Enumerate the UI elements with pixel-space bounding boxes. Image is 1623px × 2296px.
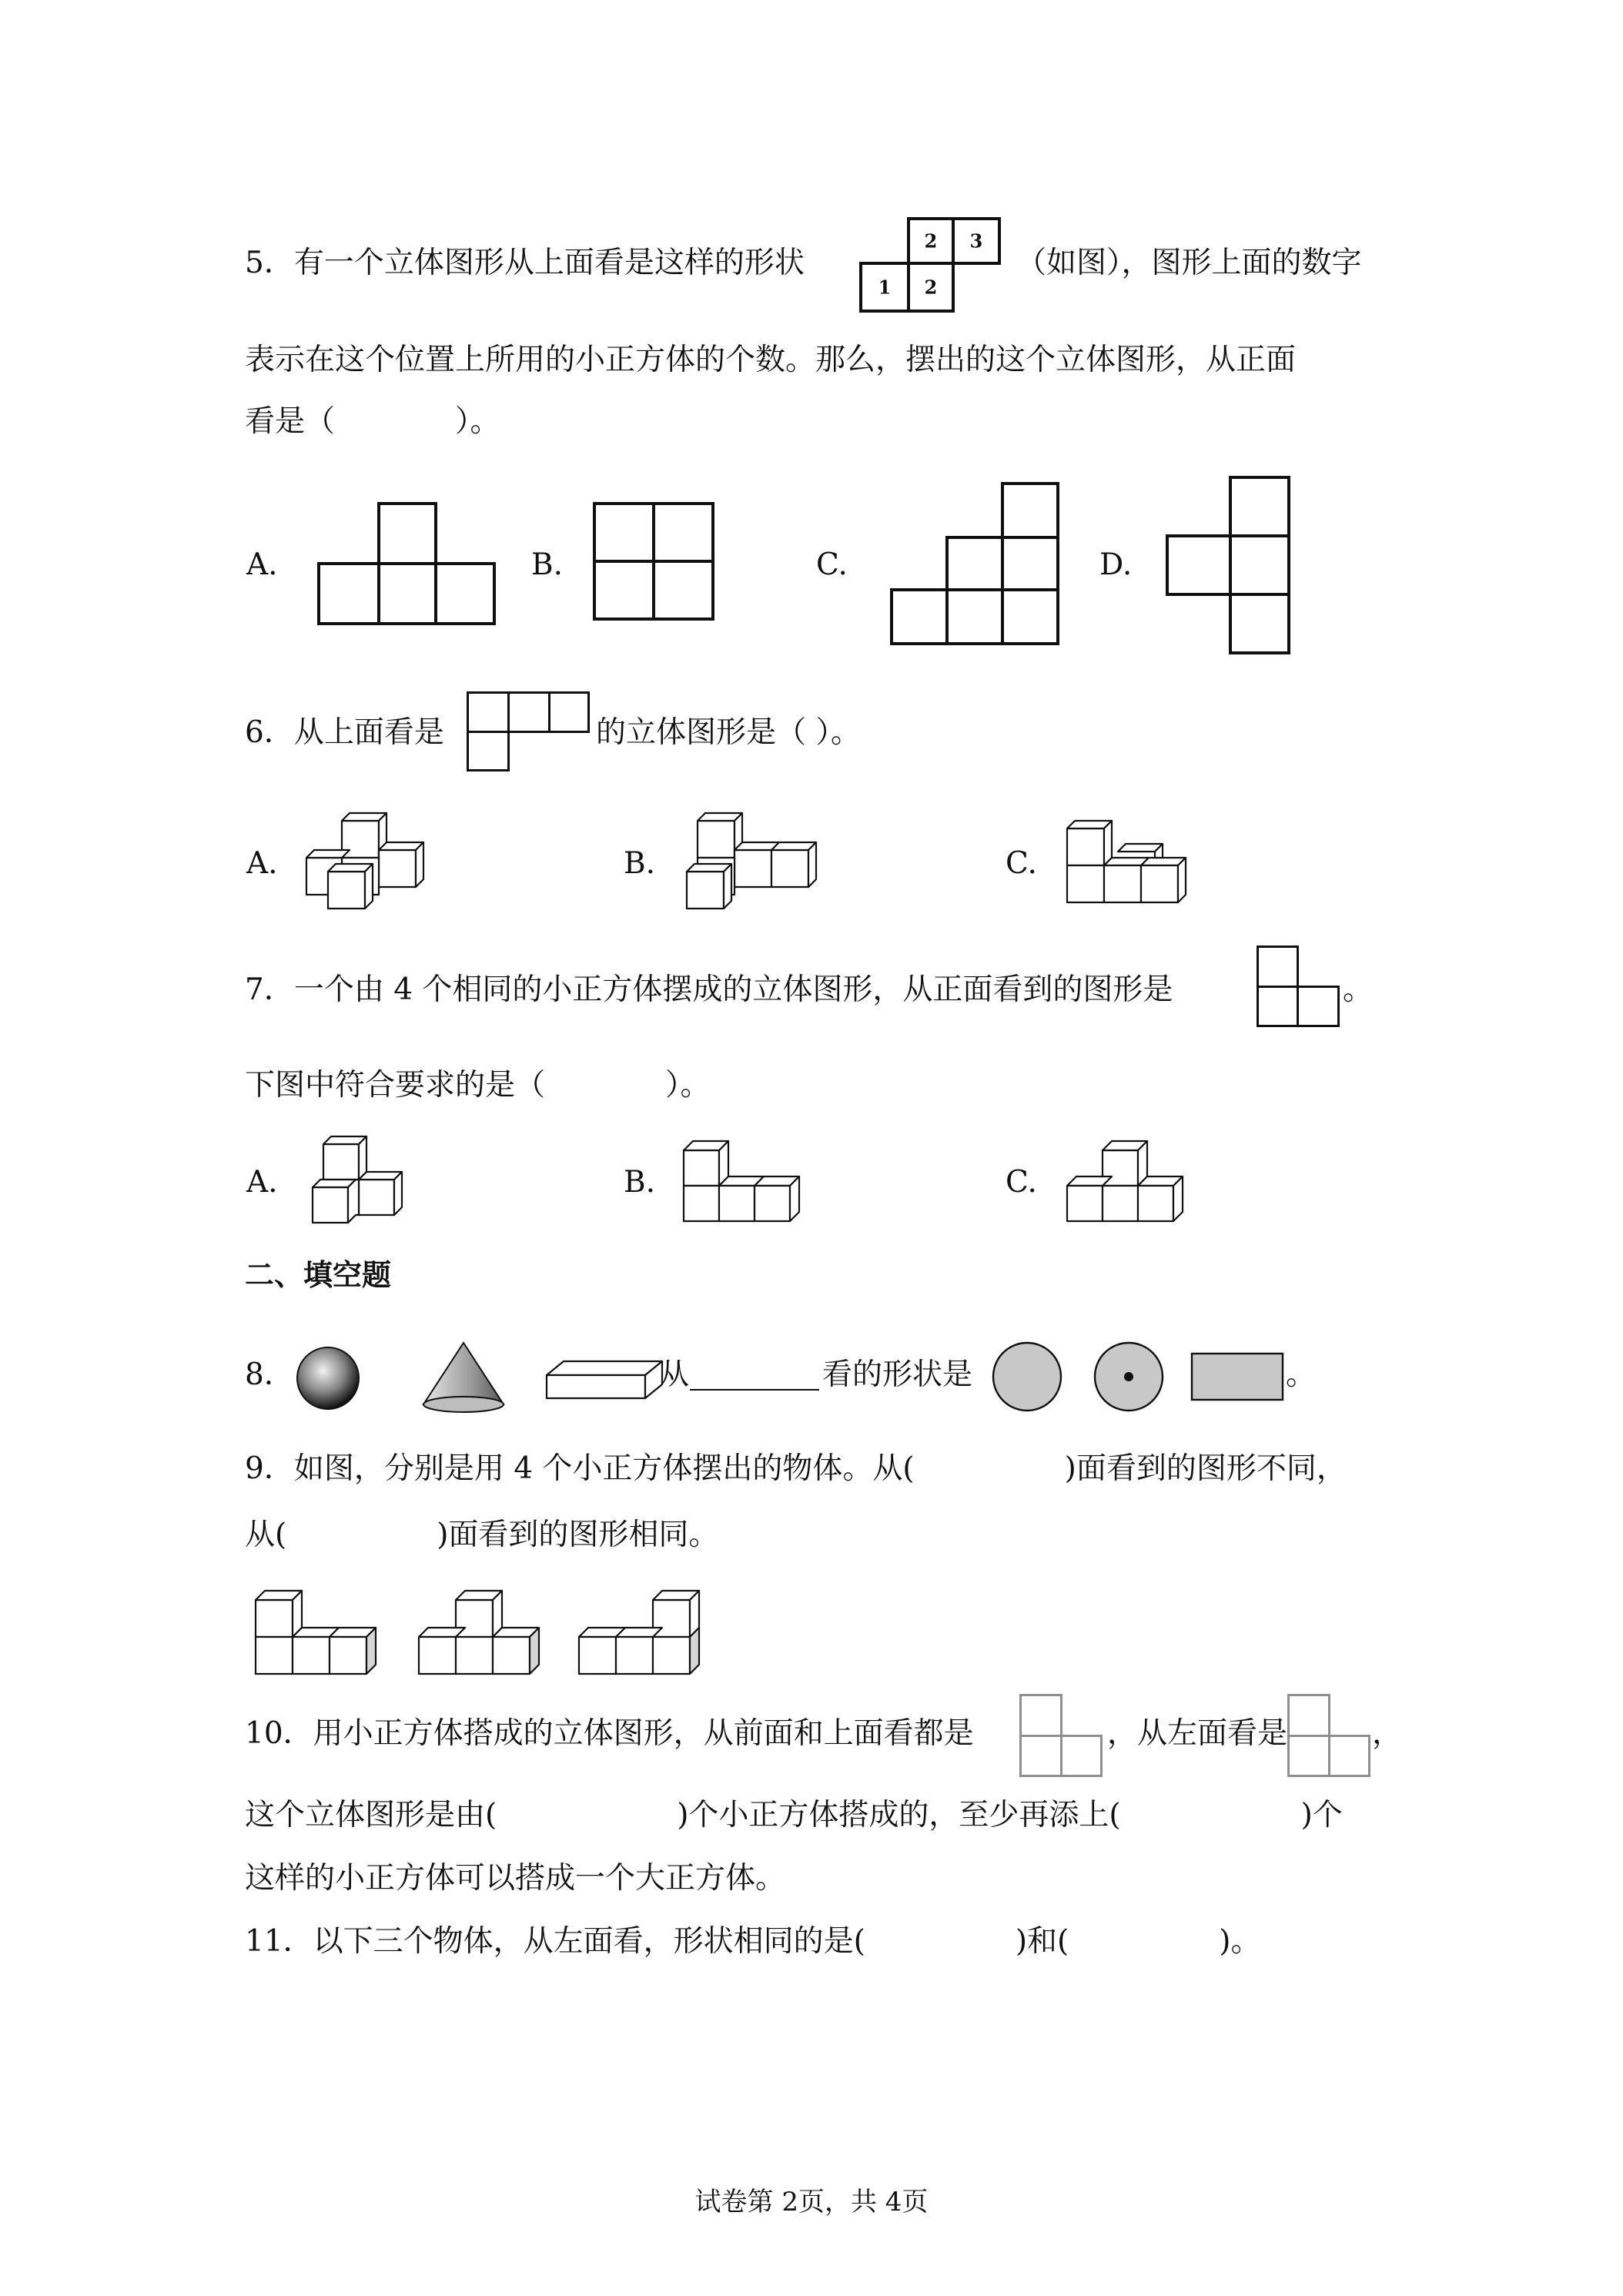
- q5-line1-suffix: （如图），图形上面的数字: [1016, 246, 1362, 280]
- q10-line1-c: ，: [1372, 1716, 1403, 1751]
- q10-line3: 这样的小正方体可以搭成一个大正方体。: [245, 1861, 786, 1896]
- q9-line1: 9．如图，分别是用 4 个小正方体摆出的物体。从( )面看到的图形不同，: [245, 1451, 1347, 1486]
- q8-number: 8．: [245, 1357, 294, 1392]
- q7-line1-suffix: 。: [1343, 972, 1374, 1007]
- q5-line2: 表示在这个位置上所用的小正方体的个数。那么，摆出的这个立体图形，从正面: [245, 343, 1297, 377]
- q5-grid-cell: [907, 262, 955, 313]
- q5-grid-cell: [907, 217, 955, 265]
- q7-line1-prefix: 7．一个由 4 个相同的小正方体摆成的立体图形，从正面看到的图形是: [245, 972, 1173, 1007]
- q10-line1-b: ，从左面看是: [1107, 1716, 1288, 1751]
- q5-option-a-label: A.: [246, 547, 278, 582]
- q9-line2: 从( )面看到的图形相同。: [245, 1518, 719, 1552]
- q5-grid-number: 3: [969, 229, 983, 253]
- q7-option-c-figure[interactable]: [1062, 1132, 1201, 1229]
- cone-icon: [423, 1343, 504, 1412]
- q6-option-b-label: B.: [624, 846, 656, 881]
- q6-top-view-grid: [467, 691, 590, 771]
- q5-option-c-figure[interactable]: [890, 482, 1059, 645]
- q8-shape-label: 看的形状是: [822, 1357, 973, 1392]
- q6-option-a-figure[interactable]: [302, 810, 433, 915]
- q7-option-a-label: A.: [246, 1165, 278, 1200]
- q5-grid-number: 1: [878, 276, 892, 299]
- q6-prefix: 6．从上面看是: [245, 715, 444, 750]
- q11-line1: 11．以下三个物体，从左面看，形状相同的是( )和( )。: [245, 1924, 1261, 1959]
- q10-line1-a: 10．用小正方体搭成的立体图形，从前面和上面看都是: [245, 1716, 974, 1751]
- section-title-fill-blanks: 二、填空题: [245, 1258, 392, 1292]
- q10-left-view-grid: [1287, 1694, 1370, 1777]
- sphere-icon: [297, 1347, 359, 1409]
- q6-option-b-figure[interactable]: [682, 810, 821, 915]
- circle-dot-view-icon: [1095, 1343, 1163, 1411]
- q5-grid-number: 2: [924, 229, 938, 253]
- q5-grid-cell: [859, 262, 910, 313]
- q7-option-c-label: C.: [1006, 1165, 1037, 1200]
- circle-view-icon: [993, 1343, 1061, 1411]
- cuboid-icon: [547, 1361, 662, 1398]
- q5-option-a-figure[interactable]: [317, 502, 496, 625]
- q7-option-b-label: B.: [624, 1165, 656, 1200]
- q7-option-a-figure[interactable]: [308, 1132, 416, 1229]
- q5-top-view-grid: [859, 217, 1002, 313]
- q5-line1-prefix: 5．有一个立体图形从上面看是这样的形状: [245, 246, 805, 280]
- q8-answer-blank[interactable]: [690, 1389, 819, 1391]
- page-footer: 试卷第 2页，共 4页: [694, 2187, 929, 2217]
- q10-front-top-view-grid: [1019, 1694, 1103, 1777]
- q5-option-d-label: D.: [1099, 547, 1133, 582]
- q5-grid-number: 2: [924, 276, 938, 299]
- q5-line3: 看是（ ）。: [245, 404, 500, 439]
- q6-option-a-label: A.: [246, 846, 278, 881]
- q7-front-view-grid: [1257, 946, 1340, 1027]
- q8-views-figure: [989, 1340, 1297, 1414]
- q7-line2: 下图中符合要求的是（ ）。: [245, 1068, 711, 1103]
- q8-from-label: 从: [659, 1357, 690, 1392]
- q5-option-b-figure[interactable]: [593, 502, 714, 621]
- q7-option-b-figure[interactable]: [679, 1132, 810, 1229]
- q6-option-c-figure[interactable]: [1062, 810, 1201, 915]
- q9-objects-figure: [251, 1575, 713, 1675]
- q5-option-d-figure[interactable]: [1166, 476, 1290, 654]
- q5-option-b-label: B.: [531, 547, 564, 582]
- q6-suffix: 的立体图形是（ ）。: [596, 715, 861, 750]
- rectangle-view-icon: [1192, 1354, 1283, 1400]
- q5-grid-cell: [952, 217, 1001, 265]
- q5-option-c-label: C.: [816, 547, 848, 582]
- q6-option-c-label: C.: [1006, 846, 1037, 881]
- q8-end: 。: [1286, 1357, 1317, 1392]
- q10-line2: 这个立体图形是由( )个小正方体搭成的，至少再添上( )个: [245, 1798, 1343, 1832]
